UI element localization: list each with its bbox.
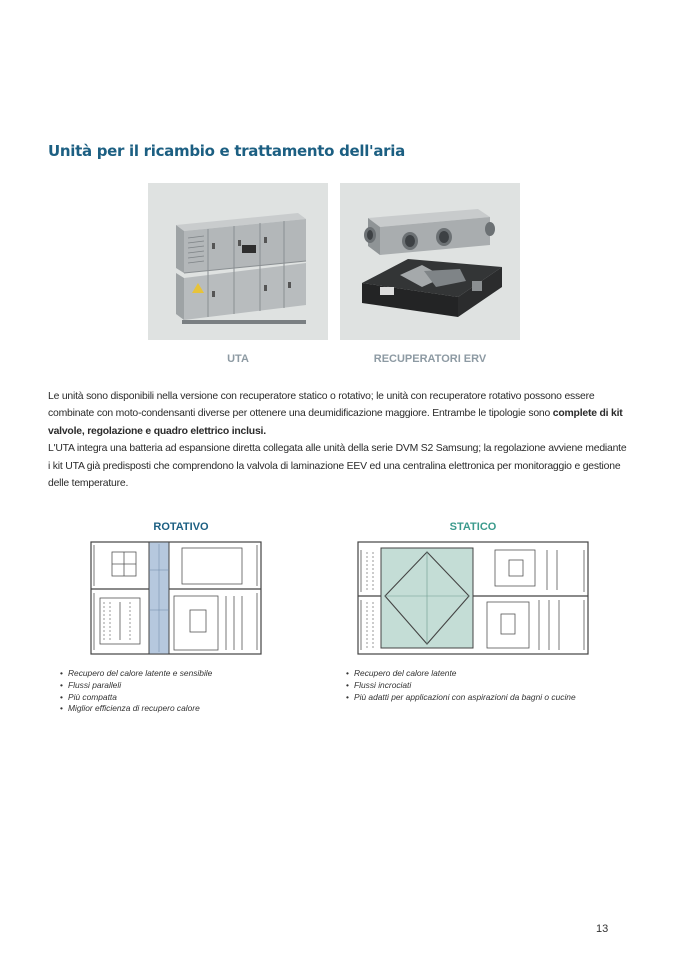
statico-diagram xyxy=(357,540,589,658)
erv-product-image xyxy=(340,183,520,340)
rotativo-feature-list xyxy=(60,668,212,715)
description-text xyxy=(48,388,628,492)
paragraph-2: L'UTA integra una batteria ad espansione diretta collegata alle unità della serie DVM S2 Samsung; la regolazione avviene mediante i kit UTA già predisposti che comprendono la valvola di laminazione EEV ed una centralina elettronica per monitoraggio e gestione delle temperature. xyxy=(48,443,627,490)
rotativo-schematic xyxy=(90,540,262,658)
page-title: Unità per il ricambio e trattamento dell'aria xyxy=(48,142,405,160)
list-item: • Flussi incrociati xyxy=(346,680,576,692)
list-item: • Miglior efficienza di recupero calore xyxy=(60,703,212,715)
rotativo-title: ROTATIVO xyxy=(153,521,209,533)
erv-caption: RECUPERATORI ERV xyxy=(373,353,487,365)
bold-highlight: complete di kit valvole, regolazione e quadro elettrico inclusi. xyxy=(48,408,623,437)
statico-feature-list xyxy=(346,668,576,703)
rotativo-diagram xyxy=(90,540,262,658)
uta-product-image xyxy=(148,183,328,340)
statico-title: STATICO xyxy=(449,521,497,533)
uta-unit-illustration xyxy=(148,183,328,340)
statico-schematic xyxy=(357,540,589,658)
list-item: • Più compatta xyxy=(60,692,212,704)
list-item: • Flussi paralleli xyxy=(60,680,212,692)
erv-unit-illustration xyxy=(340,183,520,340)
uta-caption: UTA xyxy=(227,353,249,365)
page-number: 13 xyxy=(596,923,609,935)
list-item: • Recupero del calore latente e sensibile xyxy=(60,668,212,680)
list-item: • Recupero del calore latente xyxy=(346,668,576,680)
list-item: • Più adatti per applicazioni con aspirazioni da bagni o cucine xyxy=(346,692,576,704)
paragraph-1: Le unità sono disponibili nella versione con recuperatore statico o rotativo; le unità con recuperatore rotativo possono essere combinate con moto-condensanti diverse per ottenere una deumidificazione maggiore. Entrambe le tipologie sono complete di kit valvole, regolazione e quadro elettrico inclusi. xyxy=(48,391,623,437)
